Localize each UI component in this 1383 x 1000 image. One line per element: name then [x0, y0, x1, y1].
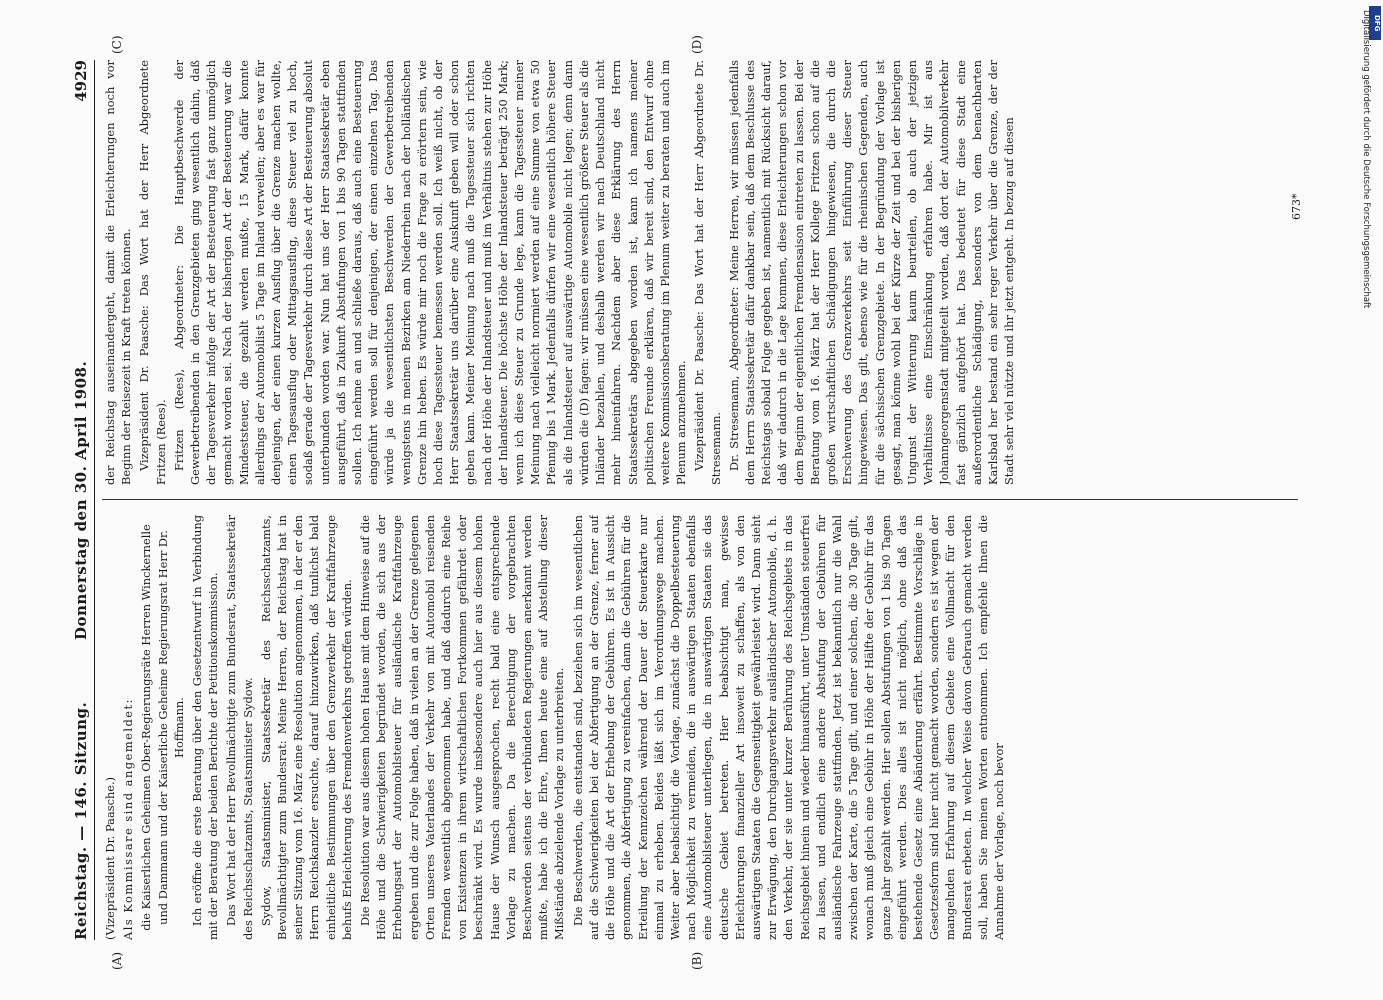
margin-mark-b: (B)	[690, 951, 704, 970]
paragraph: Die Resolution war aus diesem hohen Hause mit dem Hinweise auf die Höhe und die Schwierigkeiten begründet worden, die sich aus der Erhebungsart der Automobilsteuer für ausländische Kraftfahrzeuge ergeben und die zur Folge haben, daß in vielen an der Grenze gelegenen Orten unseres Vaterlandes der Verkehr von mit Automobil reisenden Fremden wesentlich abgenommen habe, und daß dadurch eine Reihe von Existenzen in ihrem wirtschaftlichen Fortkommen gefährdet oder beschränkt wird. Es wurde insbesondere auch hier aus diesem hohen Hause der Wunsch ausgesprochen, recht bald eine entsprechende Vorlage zu machen. Da die Berechtigung der vorgebrachten Beschwerden seitens der verbündeten Regierungen anerkannt werden mußte, habe ich die Ehre, Ihnen heute eine auf Abstellung dieser Mißstände abzielende Vorlage zu unterbreiten.	[358, 515, 567, 940]
header-session: Reichstag. — 146. Sitzung.	[72, 701, 90, 940]
margin-mark-c: (C)	[110, 35, 124, 54]
dfg-logo: DFG	[1369, 6, 1381, 40]
paragraph: Vizepräsident Dr. Paasche: Das Wort hat der Herr Abgeordnete Fritzen (Rees).	[137, 60, 168, 485]
column-divider	[102, 499, 1298, 500]
paragraph: die Kaiserlichen Geheimen Ober-Regierungsräte Herren Winckernelle und Dammann und der Kaiserliche Geheime Regierungsrat Herr Dr. Hoffmann.	[139, 524, 186, 931]
margin-mark-d: (D)	[690, 35, 704, 54]
paragraph: Sydow, Staatsminister, Staatssekretär des Reichsschatzamts, Bevollmächtigter zum Bundesrat: Meine Herren, der Reichstag hat in seiner Sitzung vom 16. März eine Resolution angenommen, in der er den Herrn Reichskanzler ersuchte, darauf hinzuwirken, daß tunlichst bald einheitliche Bestimmungen über den Grenzverkehr der Kraftfahrzeuge behufs Erleichterung des Fremdenverkehrs getroffen würden.	[258, 515, 354, 940]
header-date: Donnerstag den 30. April 1908.	[72, 360, 90, 640]
margin-mark-a: (A)	[110, 951, 124, 970]
page-number: 4929	[72, 60, 90, 102]
paragraph: Das Wort hat der Herr Bevollmächtigte zum Bundesrat, Staatssekretär des Reichsschatzamts, Staatsminister Sydow.	[224, 515, 255, 940]
paragraph: der Reichstag auseinandergeht, damit die Erleichterungen noch vor Beginn der Reisezeit in Kraft treten können.	[103, 60, 134, 485]
text-column-left	[102, 515, 1302, 940]
text-column-right	[102, 60, 1302, 485]
signature-mark: 673*	[1290, 193, 1303, 220]
paragraph: Fritzen (Rees), Abgeordneter: Die Hauptbeschwerde der Gewerbetreibenden in den Grenzgebieten ging wesentlich dahin, daß der Tagesverkehr infolge der Art der Besteuerung fast ganz unmöglich gemacht worden sei. Nach der bisherigen Art der Besteuerung war die Mindeststeuer, die gezahlt werden mußte, 15 Mark, dafür konnte allerdings der Automobilist 5 Tage im Inland verweilen; aber es war für denjenigen, der einen kurzen Ausflug über die Grenze machen wollte, einen Tagesausflug oder Mittagsausflug, diese Steuer viel zu hoch, sodaß gerade der Tagesverkehr durch diese Art der Besteuerung absolut unterbunden worden war. Nun hat uns der Herr Staatssekretär eben ausgeführt, daß in Zukunft Abstufungen von 1 bis 90 Tagen stattfinden sollen. Ich nehme an und schließe daraus, daß auch eine Besteuerung eingeführt werden soll für denjenigen, der einen einzelnen Tag. Das würde ja die wesentlichsten Beschwerden der Gewerbetreibenden wenigstens in meinen Bezirken am Niederrhein nach der holländischen Grenze hin heben. Es würde mir noch die Frage zu erörtern sein, wie hoch diese Tagessteuer bemessen werden soll. Ich weiß nicht, ob der Herr Staatssekretär uns darüber eine Auskunft geben will oder schon geben kann. Meiner Meinung nach muß die Tagessteuer sich richten nach der Höhe der Inlandsteuer und muß im Verhältnis stehen zur Höhe der Inlandsteuer. Die höchste Höhe der Inlandsteuer beträgt 250 Mark; wenn ich diese Steuer zu Grunde lege, kann die Tagessteuer meiner Meinung nach vielleicht normiert werden auf eine Summe von etwa 50 Pfennig bis 1 Mark. Jedenfalls dürfen wir eine wesentlich höhere Steuer als die Inlandsteuer auf auswärtige Automobile nicht legen; denn dann würden die (D) fagen: wir müssen eine wesentlich größere Steuer als die Inländer bezahlen, und deshalb werden wir nach Deutschland nicht mehr hineinfahren. Nachdem aber diese Erklärung des Herrn Staatssekretärs abgegeben worden ist, kann ich namens meiner politischen Freunde erklären, daß wir bereit sind, den Entwurf ohne weitere Kommissionsberatung im Plenum weiter zu beraten und auch im Plenum anzunehmen.	[171, 60, 689, 485]
page-header	[70, 60, 95, 940]
paragraph: Als Kommissare sind angemeldet:	[121, 698, 136, 940]
paragraph: Vizepräsident Dr. Paasche: Das Wort hat der Herr Abgeordnete Dr. Stresemann.	[692, 60, 723, 485]
paragraph: Die Beschwerden, die entstanden sind, beziehen sich im wesentlichen auf die Schwierigkeiten bei der Abfertigung an der Grenze, ferner auf die Höhe und die Art der Erhebung der Gebühren. Es ist in Aussicht genommen, die Abfertigung zu vereinfachen, dann die Gebühren für die Erteilung der Kennzeichen während der Dauer der Steuerkarte nur einmal zu erheben. Beides läßt sich im Verordnungswege machen. Weiter aber beabsichtigt die Vorlage, zunächst die Doppelbesteuerung nach Möglichkeit zu vermeiden, die in auswärtigen Staaten ebenfalls eine Automobilsteuer unterliegen, die in auswärtigen Staaten sie das deutsche Gebiet betreten. Hier beabsichtigt man, gewisse Erleichterungen finanzieller Art insoweit zu schaffen, als von den auswärtigen Staaten die Gegenseitigkeit gewährleistet wird. Dann sieht zur Erwägung, den Durchgangsverkehr ausländischer Automobile, d. h. den Verkehr, der sie unter kurzer Berührung des Reichsgebiets in das Reichsgebiet hinein und wieder hinausführt, unter Umständen steuerfrei zu lassen, und endlich eine andere Abstufung der Gebühren für ausländische Fahrzeuge stattfinden. Jetzt ist bekanntlich nur die Wahl zwischen der Karte, die 5 Tage gilt, und einer solchen, die 30 Tage gilt, wonach muß gleich eine Gebühr in Höhe der Hälfte der Gebühr für das ganze Jahr gezahlt werden. Hier sollen Abstufungen von 1 bis 90 Tagen eingeführt werden. Dies alles ist nicht möglich, ohne daß das bestehende Gesetz eine Abänderung erfährt. Bestimmte Vorschläge in Gesetzesform sind hier nicht gemacht worden, sondern es ist wegen der mangelnden Erfahrung auf diesem Gebiete eine Vollmacht für den Bundesrat erbeten. In welcher Weise davon Gebrauch gemacht werden soll, haben Sie meinen Worten entnommen. Ich empfehle Ihnen die Annahme der Vorlage, noch bevor	[570, 515, 1006, 940]
paragraph: Ich eröffne die erste Beratung über den Gesetzentwurf in Verbindung mit der Beratung der beiden Berichte der Petitionskommission.	[190, 515, 221, 940]
paragraph: Dr. Stresemann, Abgeordneter: Meine Herren, wir müssen jedenfalls dem Herrn Staatssekretär dafür dankbar sein, daß dem Beschlusse des Reichstags sobald Folge gegeben ist, namentlich mit Rücksicht darauf, daß wir dadurch in die Lage kommen, diese Erleichterungen schon vor dem Beginn der eigentlichen Fremdensaison eintreten zu lassen. Bei der Beratung vom 16. März hat der Herr Kollege Fritzen schon auf die großen wirtschaftlichen Schädigungen hingewiesen, die durch die Erschwerung des Grenzverkehrs seit Einführung dieser Steuer hingewiesen. Das gilt, ebenso wie für die rheinischen Gegenden, auch für die sächsischen Grenzgebiete. In der Begründung der Vorlage ist gesagt, man könne wohl bei der Kürze der Zeit und bei der bisherigen Ungunst der Witterung kaum beurteilen, ob auch der jetzigen Verhältnisse eine Einschränkung erfahren habe. Mir ist aus Johanngeorgenstadt mitgeteilt worden, daß dort der Automobilverkehr fast gänzlich aufgehört hat. Das bedeutet für diese Stadt eine außerordentliche Schädigung, besonders von dem benachbarten Karlsbad her bestand ein sehr reger Verkehr über die Grenze, der der Stadt sehr viel nützte und ihr jetzt entgeht. In bezug auf diesen	[726, 60, 1017, 485]
speaker-note: (Vizepräsident Dr. Paasche.)	[103, 776, 117, 940]
digitization-note: Digitalisierung gefördert durch die Deutsche Forschungsgemeinschaft	[1361, 10, 1371, 309]
